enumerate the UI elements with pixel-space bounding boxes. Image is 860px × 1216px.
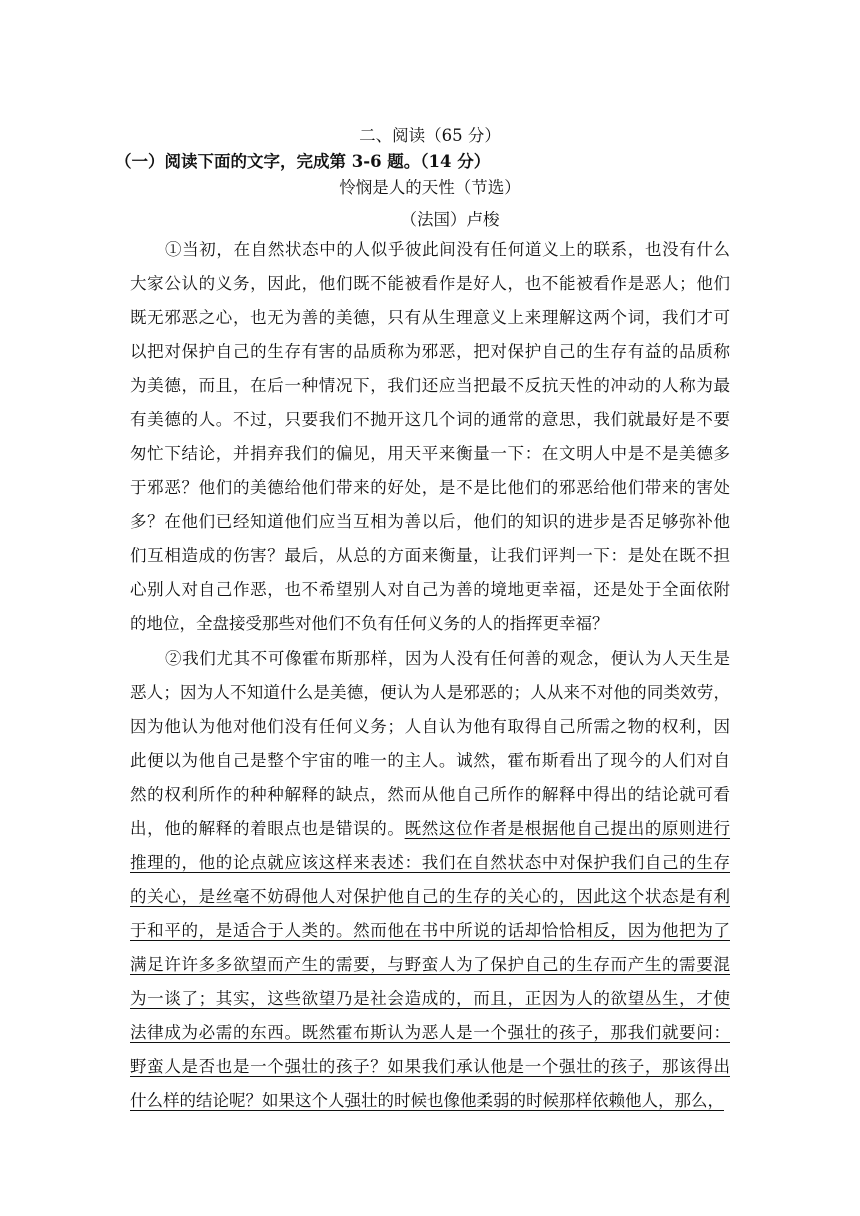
underlined-text: 的关心，是丝毫不妨碍他人对保护他自己的生存的关心的，因此这个状态是有利 [130,887,730,906]
paragraph-line: 心别人对自己作恶，也不希望别人对自己为善的境地更幸福，还是处于全面依附 [130,580,730,599]
paragraph-line: 多？在他们已经知道他们应当互相为善以后，他们的知识的进步是否足够弥补他 [130,512,730,531]
paragraph-line: 的地位，全盘接受那些对他们不负有任何义务的人的指挥更幸福？ [130,614,609,633]
plain-text: 出，他的解释的着眼点也是错误的。 [130,819,405,838]
underlined-text: 法律成为必需的东西。既然霍布斯认为恶人是一个强壮的孩子，那我们就要问： [130,1023,730,1042]
paragraph-line-mixed [130,812,730,846]
underlined-line [130,1050,730,1084]
underlined-line [130,948,730,982]
essay-title: 怜悯是人的天性（节选） [339,178,521,197]
underlined-line [130,914,730,948]
question-instruction: （一）阅读下面的文字，完成第 3-6 题。（14 分） [115,152,491,171]
underlined-line [130,1016,730,1050]
author-line: （法国）卢梭 [400,210,500,229]
paragraph-line: 因为他认为他对他们没有任何义务；人自认为他有取得自己所需之物的权利，因 [130,717,730,736]
paragraph-line: 此便以为他自己是整个宇宙的唯一的主人。诚然，霍布斯看出了现今的人们对自 [130,751,730,770]
paragraph-line: ①当初，在自然状态中的人似乎彼此间没有任何道义上的联系，也没有什么 [165,240,730,259]
underlined-text: 野蛮人是否也是一个强壮的孩子？如果我们承认他是一个强壮的孩子，那该得出 [130,1057,730,1076]
paragraph-line: 为美德，而且，在后一种情况下，我们还应当把最不反抗天性的冲动的人称为最 [130,376,730,395]
paragraph-line: 既无邪恶之心，也无为善的美德，只有从生理意义上来理解这两个词，我们才可 [130,308,730,327]
paragraph-2 [130,642,730,1118]
paragraph-line: 匆忙下结论，并捐弃我们的偏见，用天平来衡量一下：在文明人中是不是美德多 [130,444,730,463]
paragraph-line: 大家公认的义务，因此，他们既不能被看作是好人，也不能被看作是恶人；他们 [130,274,730,293]
paragraph-line: ②我们尤其不可像霍布斯那样，因为人没有任何善的观念，便认为人天生是 [165,649,730,668]
paragraph-line: 以把对保护自己的生存有害的品质称为邪恶，把对保护自己的生存有益的品质称 [130,342,730,361]
paragraph-line: 有美德的人。不过，只要我们不抛开这几个词的通常的意思，我们就最好是不要 [130,410,730,429]
paragraph-line: 于邪恶？他们的美德给他们带来的好处，是不是比他们的邪恶给他们带来的害处 [130,478,730,497]
paragraph-line: 恶人；因为人不知道什么是美德，便认为人是邪恶的；人从来不对他的同类效劳， [130,683,730,702]
underlined-text: 为一谈了；其实，这些欲望乃是社会造成的，而且，正因为人的欲望丛生，才使 [130,989,730,1008]
section-heading: 二、阅读（65 分） [359,126,501,145]
underlined-text: 推理的，他的论点就应该这样来表述：我们在自然状态中对保护我们自己的生存 [130,853,730,872]
underlined-line [130,982,730,1016]
underlined-text: 满足许许多多欲望而产生的需要，与野蛮人为了保护自己的生存而产生的需要混 [130,955,730,974]
underlined-line [130,1084,730,1118]
underlined-text: 既然这位作者是根据他自己提出的原则进行 [404,819,731,838]
paragraph-line: 们互相造成的伤害？最后，从总的方面来衡量，让我们评判一下：是处在既不担 [130,546,730,565]
underlined-text: 什么样的结论呢？如果这个人强壮的时候也像他柔弱的时候那样依赖他人，那么， [130,1091,724,1110]
paragraph-line: 然的权利所作的种种解释的缺点，然而从他自己所作的解释中得出的结论就可看 [130,785,730,804]
underlined-line [130,880,730,914]
underlined-line [130,846,730,880]
underlined-text: 于和平的，是适合于人类的。然而他在书中所说的话却恰恰相反，因为他把为了 [130,921,730,940]
paragraph-1 [130,233,730,641]
